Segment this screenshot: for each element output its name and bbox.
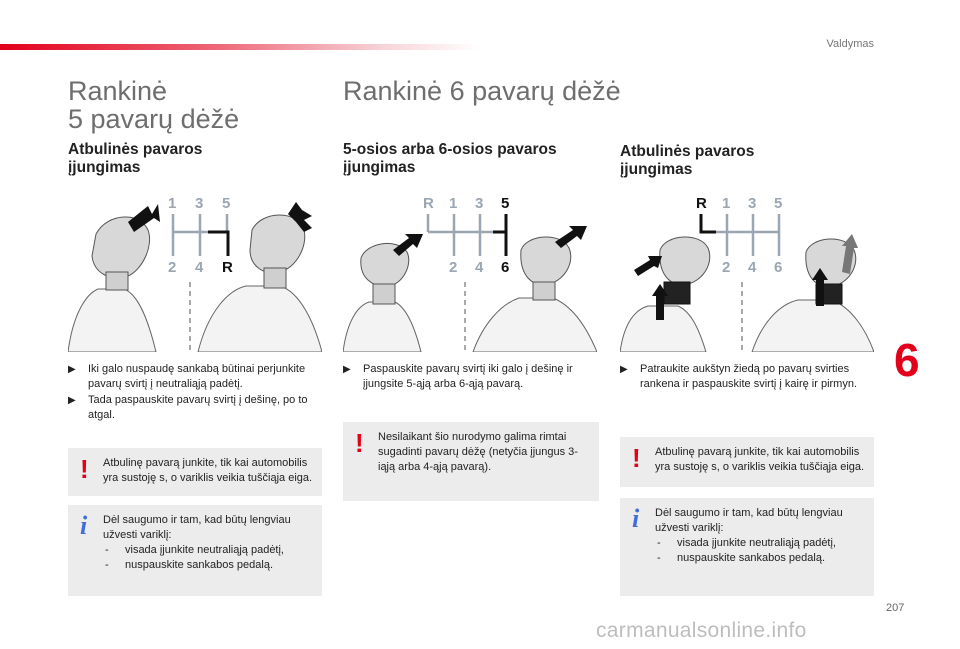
- instruction-list-left: [68, 362, 322, 424]
- info-text: [103, 513, 314, 573]
- gear-label: 3: [195, 195, 204, 212]
- info-text: [655, 506, 866, 566]
- pointer-arrow-icon: ▶︎: [620, 364, 628, 375]
- info-item: - visada įjunkite neutraliąją padėtį,: [103, 543, 314, 558]
- page-number: 207: [886, 602, 905, 614]
- gear-label: 6: [774, 259, 783, 276]
- warning-box-middle: [343, 422, 599, 501]
- gear-label: 1: [449, 195, 458, 212]
- gear-label: 4: [748, 259, 757, 276]
- pointer-arrow-icon: ▶︎: [68, 364, 76, 375]
- list-item: [68, 362, 322, 392]
- gear-label: 6: [501, 259, 510, 276]
- gear-label: 4: [195, 259, 204, 276]
- gear-shift-illustration-5speed: [68, 194, 322, 352]
- title-line: Rankinė: [68, 76, 168, 106]
- gear-label: R: [696, 195, 707, 212]
- info-box-right: [620, 498, 874, 596]
- bullet-text: Tada paspauskite pavarų svirtį į dešinę, po to atgal.: [88, 394, 308, 421]
- list-item: [68, 393, 322, 423]
- gear-label: 3: [748, 195, 757, 212]
- gear-label: 5: [222, 195, 231, 212]
- gear-label: 3: [475, 195, 484, 212]
- exclamation-icon: !: [80, 454, 89, 484]
- bullet-text: Iki galo nuspaudę sankabą būtinai perjunkite pavarų svirtį į neutraliąją padėtį.: [88, 363, 306, 390]
- gear-shift-illustration-reverse: [620, 194, 874, 352]
- list-item: [343, 362, 599, 392]
- section-title: Valdymas: [826, 38, 874, 50]
- instruction-list-right: [620, 362, 874, 393]
- title-line: 5 pavarų dėžė: [68, 104, 240, 134]
- info-icon: i: [80, 511, 88, 540]
- page-title-left: [68, 77, 239, 133]
- gear-shift-illustration-6speed: [343, 194, 597, 352]
- gear-label: 1: [722, 195, 731, 212]
- gear-label: 2: [722, 259, 731, 276]
- watermark: carmanualsonline.info: [596, 619, 807, 642]
- bullet-text: Patraukite aukštyn žiedą po pavarų svirties rankena ir paspauskite svirtį į kairę ir pirmyn.: [640, 363, 858, 390]
- subtitle-reverse-6speed: [620, 143, 754, 179]
- page-title-right: Rankinė 6 pavarų dėžė: [343, 76, 621, 106]
- exclamation-icon: !: [355, 428, 364, 458]
- info-item: - nuspauskite sankabos pedalą.: [103, 558, 314, 573]
- subtitle-reverse-5speed: [68, 141, 202, 177]
- gear-label: 5: [501, 195, 510, 212]
- warning-text: Nesilaikant šio nurodymo galima rimtai sugadinti pavarų dėžę (netyčia įjungus 3-iąją arba 4-ąją pavarą).: [378, 431, 578, 473]
- gear-label: R: [222, 259, 233, 276]
- gear-label: R: [423, 195, 434, 212]
- instruction-list-middle: [343, 362, 599, 393]
- info-intro: Dėl saugumo ir tam, kad būtų lengviau užvesti variklį:: [103, 514, 291, 541]
- gear-label: 2: [449, 259, 458, 276]
- warning-text: Atbulinę pavarą junkite, tik kai automobilis yra sustoję s, o variklis veikia tuščiąja eiga.: [103, 457, 313, 484]
- gear-label: 2: [168, 259, 177, 276]
- subtitle-gear-5-6: [343, 141, 557, 177]
- subtitle-line: Atbulinės pavaros: [620, 143, 755, 160]
- subtitle-line: 5-osios arba 6-osios pavaros: [343, 141, 557, 158]
- pointer-arrow-icon: ▶︎: [343, 364, 351, 375]
- gear-label: 4: [475, 259, 484, 276]
- info-box-left: [68, 505, 322, 596]
- exclamation-icon: !: [632, 443, 641, 473]
- info-item: - visada įjunkite neutraliąją padėtį,: [655, 536, 866, 551]
- subtitle-line: įjungimas: [343, 159, 416, 176]
- info-item: - nuspauskite sankabos pedalą.: [655, 551, 866, 566]
- subtitle-line: Atbulinės pavaros: [68, 141, 203, 158]
- subtitle-line: įjungimas: [620, 161, 693, 178]
- warning-text: Atbulinę pavarą junkite, tik kai automobilis yra sustoję s, o variklis veikia tuščiąja eiga.: [655, 446, 865, 473]
- info-intro: Dėl saugumo ir tam, kad būtų lengviau užvesti variklį:: [655, 507, 843, 534]
- chapter-number: 6: [894, 334, 920, 386]
- warning-box-left: [68, 448, 322, 496]
- list-item: [620, 362, 874, 392]
- bullet-text: Paspauskite pavarų svirtį iki galo į dešinę ir įjungsite 5-ąją arba 6-ąją pavarą.: [363, 363, 573, 390]
- subtitle-line: įjungimas: [68, 159, 141, 176]
- warning-box-right: [620, 437, 874, 487]
- info-icon: i: [632, 504, 640, 533]
- header-accent-bar: [0, 44, 480, 50]
- pointer-arrow-icon: ▶︎: [68, 395, 76, 406]
- gear-label: 1: [168, 195, 177, 212]
- gear-label: 5: [774, 195, 783, 212]
